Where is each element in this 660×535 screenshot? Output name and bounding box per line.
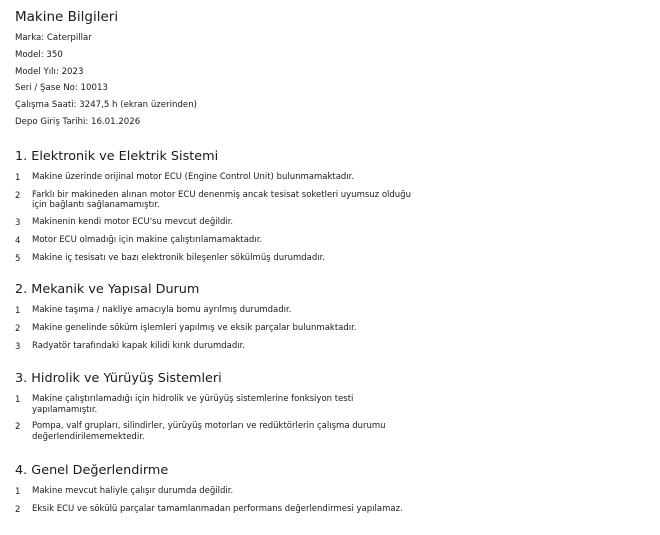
list-item	[15, 504, 417, 516]
machine-info-block	[15, 8, 660, 131]
list-item	[15, 172, 417, 184]
section-list	[15, 172, 417, 264]
list-item-text: Makine mevcut haliyle çalışır durumda değildir.	[32, 486, 234, 496]
list-item-text: Makine iç tesisatı ve bazı elektronik bileşenler sökülmüş durumdadır.	[32, 252, 326, 263]
section-title: 4. Genel Değerlendirme	[15, 463, 169, 478]
list-item-text: Makine genelinde söküm işlemleri yapılmış ve eksik parçalar bulunmaktadır.	[32, 322, 357, 333]
info-working-hours: Çalışma Saati: 3247,5 h (ekran üzerinden)	[15, 100, 197, 111]
list-item-number: 3	[15, 218, 21, 229]
list-item	[15, 394, 417, 415]
section-list	[15, 394, 417, 443]
list-item-text: Radyatör tarafındaki kapak kilidi kırık durumdadır.	[32, 340, 246, 351]
section-electronics	[15, 149, 417, 271]
list-item-number: 1	[15, 173, 21, 183]
list-item	[15, 190, 417, 211]
section-hydraulics	[15, 371, 417, 449]
list-item-text: Farklı bir makineden alınan motor ECU denenmiş ancak tesisat soketleri uyumsuz olduğu için bağlantı sağlanamamıştır.	[32, 189, 411, 211]
list-item-number: 2	[15, 323, 21, 334]
section-title: 1. Elektronik ve Elektrik Sistemi	[15, 149, 219, 164]
list-item-number: 1	[15, 306, 21, 316]
list-item-text: Makine taşıma / nakliye amacıyla bomu ayrılmış durumdadır.	[32, 305, 292, 315]
list-item	[15, 235, 417, 247]
info-model: Model: 350	[15, 49, 63, 60]
list-item-text: Pompa, valf grupları, silindirler, yürüyüş motorları ve redüktörlerin çalışma durumu değerlendirilememektedir.	[32, 421, 386, 442]
document-title: Makine Bilgileri	[15, 9, 119, 25]
info-model-year: Model Yılı: 2023	[15, 66, 84, 77]
list-item-text: Eksik ECU ve sökülü parçalar tamamlanmadan performans değerlendirmesi yapılamaz.	[32, 503, 403, 514]
section-general-assessment	[15, 463, 417, 522]
list-item-text: Makine çalıştırılamadığı için hidrolik ve yürüyüş sistemlerine fonksiyon testi yapılamamıştır.	[32, 394, 354, 415]
list-item-text: Makine üzerinde orijinal motor ECU (Engine Control Unit) bulunmamaktadır.	[32, 172, 355, 182]
list-item	[15, 323, 417, 335]
list-item	[15, 217, 417, 229]
list-item-text: Makinenin kendi motor ECU'su mevcut değildir.	[32, 217, 234, 228]
info-entry-date: Depo Giriş Tarihi: 16.01.2026	[15, 116, 141, 127]
section-mechanical	[15, 282, 417, 358]
list-item	[15, 253, 417, 265]
list-item-number: 2	[15, 422, 21, 433]
list-item	[15, 305, 417, 317]
list-item	[15, 486, 417, 498]
section-title: 3. Hidrolik ve Yürüyüş Sistemleri	[15, 371, 222, 386]
list-item-number: 1	[15, 395, 21, 405]
list-item	[15, 341, 417, 353]
info-brand: Marka: Caterpillar	[15, 33, 92, 43]
list-item-number: 4	[15, 235, 21, 246]
list-item-number: 1	[15, 487, 21, 497]
list-item	[15, 421, 417, 442]
list-item-number: 2	[15, 504, 21, 515]
section-list	[15, 486, 417, 515]
list-item-number: 3	[15, 341, 21, 352]
section-list	[15, 305, 417, 352]
info-serial-number: Seri / Şase No: 10013	[15, 83, 108, 94]
list-item-number: 5	[15, 253, 21, 264]
list-item-number: 2	[15, 190, 21, 201]
section-title: 2. Mekanik ve Yapısal Durum	[15, 282, 200, 297]
list-item-text: Motor ECU olmadığı için makine çalıştırılamamaktadır.	[32, 234, 263, 245]
